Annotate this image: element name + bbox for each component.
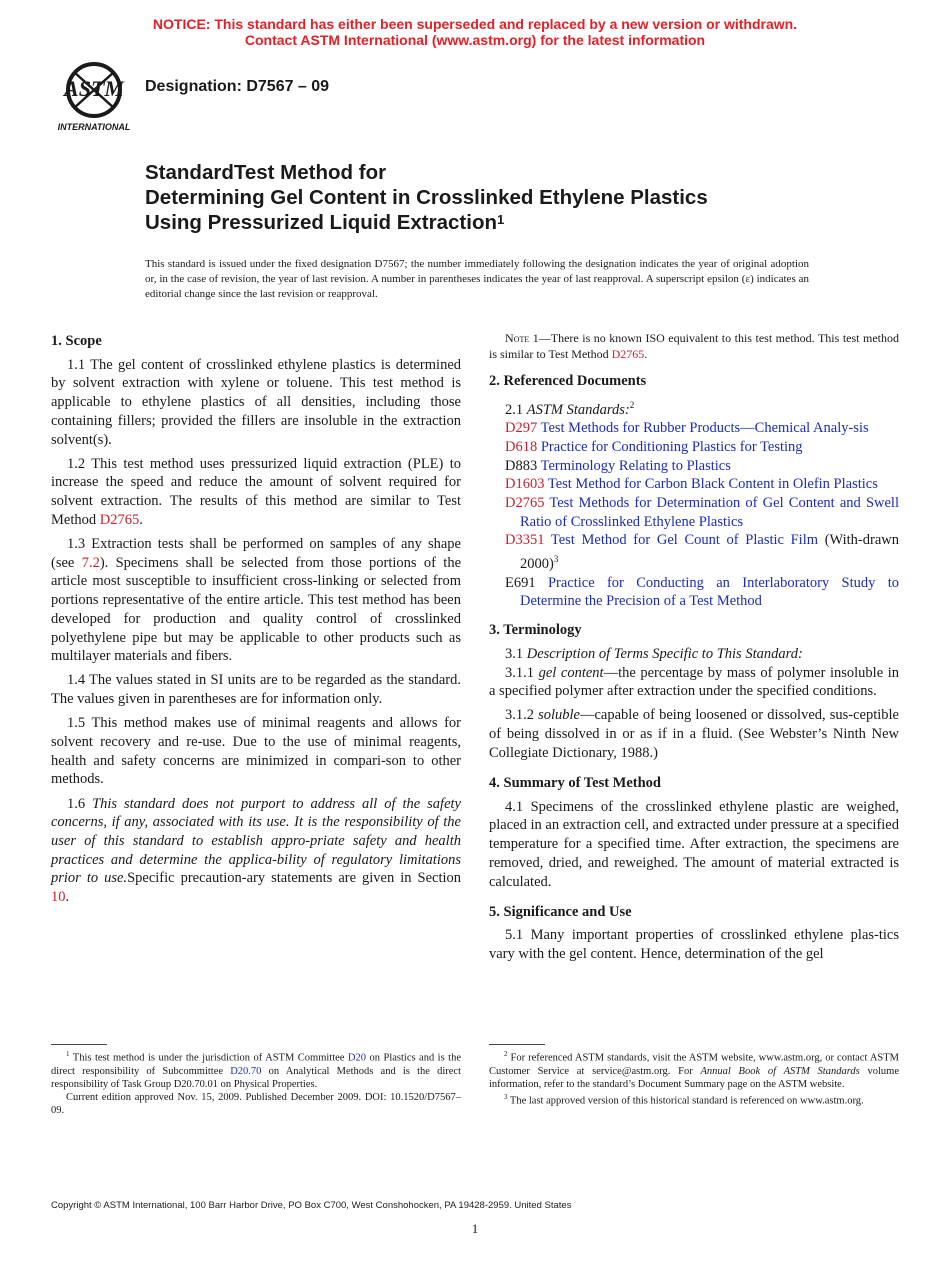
- designation: Designation: D7567 – 09: [145, 78, 330, 95]
- terminology-heading: 3. Terminology: [489, 622, 582, 639]
- footnote-edition: Current edition approved Nov. 15, 2009. Published December 2009. DOI: 10.1520/D7567–09.: [51, 1091, 461, 1116]
- title-line-2: Determining Gel Content in Crosslinked Ethylene Plastics: [145, 186, 708, 209]
- astm-logo: [52, 58, 136, 134]
- reference-code[interactable]: D1603: [505, 476, 545, 493]
- link-section-7-2[interactable]: 7.2: [81, 554, 100, 571]
- summary-heading: 4. Summary of Test Method: [489, 775, 661, 792]
- notice-line-2: Contact ASTM International (www.astm.org) for the latest information: [244, 32, 706, 48]
- reference-code: E691: [505, 574, 536, 591]
- copyright-line: Copyright © ASTM International, 100 Barr Harbor Drive, PO Box C700, West Conshohocken, PA 19428-2959. United States: [51, 1200, 572, 1211]
- logo-org-text: INTERNATIONAL: [57, 122, 131, 132]
- title-line-1: StandardTest Method for: [145, 161, 387, 184]
- reference-title-link[interactable]: Practice for Conditioning Plastics for Testing: [537, 438, 803, 455]
- reference-item: [489, 438, 899, 457]
- left-column: [51, 330, 461, 912]
- para-5-1: 5.1 Many important properties of crosslinked ethylene plas-tics vary with the gel content. Hence, determination of the gel: [489, 927, 899, 963]
- reference-item: [489, 475, 899, 494]
- para-1-1: 1.1 The gel content of crosslinked ethylene plastics is determined by solvent extraction with xylene or toluene. This test method is applicable to ethylene plastics of all densities, including those containing fillers; provided the fillers are insoluble in the extraction solvent(s).: [51, 356, 461, 448]
- para-1-3: 1.3 Extraction tests shall be performed on samples of any shape (see 7.2). Specimens shall be selected from those portions of the article most susceptible to insufficient cross-linking or selected from portions representative of the entire article. This test method has been developed for production and quality control of crosslinked polyethylene pipe but may be applicable to other products such as multilayer materials and fibers.: [51, 536, 462, 665]
- issuance-statement: This standard is issued under the fixed designation D7567; the number immediately following the designation indicates the year of original adoption or, in the case of revision, the year of last revision. A number in parentheses indicates the year of last reapproval. A superscript epsilon (ε) indicates an editorial change since the last revision or reapproval.: [145, 258, 809, 300]
- reference-title-link[interactable]: Practice for Conducting an Interlaboratory Study to Determine the Precision of a Test Method: [520, 574, 899, 610]
- link-section-10[interactable]: 10: [51, 889, 66, 906]
- document-title: [145, 160, 905, 235]
- link-d2765[interactable]: D2765: [99, 511, 140, 528]
- title-line-3: Using Pressurized Liquid Extraction$^1$: [145, 211, 505, 234]
- footnote-2: $^2$ For referenced ASTM standards, visit the ASTM website, www.astm.org, or contact ASTM Customer Service at service@astm.org. For Annual Book of ASTM Standards volume information, refer to the standard’s Document Summary page on the ASTM website.: [489, 1050, 899, 1090]
- link-d20-70[interactable]: D20.70: [230, 1065, 262, 1077]
- reference-code[interactable]: D618: [505, 438, 538, 455]
- footnote-1: $^1$ This test method is under the jurisdiction of ASTM Committee D20 on Plastics and is the direct responsibility of Subcommittee D20.70 on Analytical Methods and is the direct responsibility of Task Group D20.70.01 on Physical Properties.: [51, 1050, 461, 1090]
- significance-heading: 5. Significance and Use: [489, 903, 632, 920]
- reference-code[interactable]: D297: [505, 420, 538, 437]
- reference-item: [489, 531, 899, 573]
- notice-line-1: NOTICE: This standard has either been superseded and replaced by a new version or withdrawn.: [152, 16, 798, 32]
- reference-code[interactable]: D3351: [505, 532, 545, 549]
- para-1-6: 1.6 This standard does not purport to address all of the safety concerns, if any, associated with its use. It is the responsibility of the user of this standard to establish appro-priate safety and health practices and determine the applica-bility of regulatory limitations prior to use.Specific precaution-ary statements are given in Section 10.: [51, 795, 462, 906]
- reference-title-link[interactable]: Test Methods for Rubber Products—Chemical Analy-sis: [537, 420, 869, 437]
- footnote-3: $^3$ The last approved version of this historical standard is referenced on www.astm.org.: [504, 1092, 864, 1106]
- reference-title-link[interactable]: Terminology Relating to Plastics: [537, 457, 731, 474]
- para-1-4: 1.4 The values stated in SI units are to be regarded as the standard. The values given in parentheses are for information only.: [51, 672, 461, 708]
- page-number: 1: [471, 1221, 479, 1236]
- reference-title-link[interactable]: Test Method for Carbon Black Content in Olefin Plastics: [544, 476, 878, 493]
- reference-item: [489, 494, 899, 531]
- svg-text:ASTM: ASTM: [64, 76, 124, 101]
- para-1-5: 1.5 This method makes use of minimal reagents and allows for solvent recovery and re-use. Due to the use of minimal reagents, health and safety concerns are minimized in compari-son to other methods.: [51, 715, 461, 788]
- footnote-rule-right: [489, 1044, 545, 1045]
- astm-standards-label: 2.1 ASTM Standards:$^2$: [505, 399, 635, 418]
- para-3-1: 3.1 Description of Terms Specific to This Standard:: [505, 645, 803, 662]
- para-4-1: 4.1 Specimens of the crosslinked ethylene plastic are weighed, placed in an extraction cell, and extracted under pressure at a specified temperature for a specified time. After extraction, the specimens are removed, dried, and reweighed. The amount of material extracted is calculated.: [489, 798, 899, 890]
- para-1-2: 1.2 This test method uses pressurized liquid extraction (PLE) to increase the speed and reduce the amount of solvent required for solvent extraction. The results of this method are similar to Test Method D2765.: [51, 455, 461, 528]
- scope-heading: 1. Scope: [51, 333, 102, 349]
- supersession-notice: [0, 16, 950, 48]
- footnote-rule-left: [51, 1044, 107, 1045]
- reference-item: [489, 574, 899, 611]
- link-d2765-note[interactable]: D2765: [611, 347, 645, 361]
- title-footnote-mark: 1: [496, 212, 505, 227]
- referenced-documents-list: [489, 419, 899, 611]
- reference-code: D883: [505, 457, 538, 474]
- reference-footnote-mark: 3: [553, 554, 559, 565]
- reference-item: [489, 419, 899, 438]
- right-column: [489, 330, 899, 969]
- reference-suffix: (With-drawn 2000): [520, 532, 899, 572]
- para-3-1-2: 3.1.2 soluble—capable of being loosened or dissolved, sus-ceptible of being dissolved in or as if in a fluid. (See Webster’s Ninth New Collegiate Dictionary, 1988.): [489, 707, 899, 761]
- footnotes-right: [489, 1048, 899, 1107]
- footnotes-left: [51, 1048, 461, 1117]
- link-d20[interactable]: D20: [347, 1052, 367, 1064]
- reference-title-link[interactable]: Test Method for Gel Count of Plastic Film: [544, 532, 819, 549]
- reference-code[interactable]: D2765: [505, 495, 545, 512]
- note-1: Note 1—There is no known ISO equivalent to this test method. This test method is similar to Test Method D2765.: [489, 331, 899, 361]
- reference-item: [489, 457, 899, 476]
- reference-title-link[interactable]: Test Methods for Determination of Gel Content and Swell Ratio of Crosslinked Ethylene Plastics: [520, 495, 899, 530]
- para-3-1-1: 3.1.1 gel content—the percentage by mass of polymer insoluble in a specified polymer after extraction under the specified conditions.: [489, 664, 900, 700]
- refdocs-heading: 2. Referenced Documents: [489, 373, 647, 389]
